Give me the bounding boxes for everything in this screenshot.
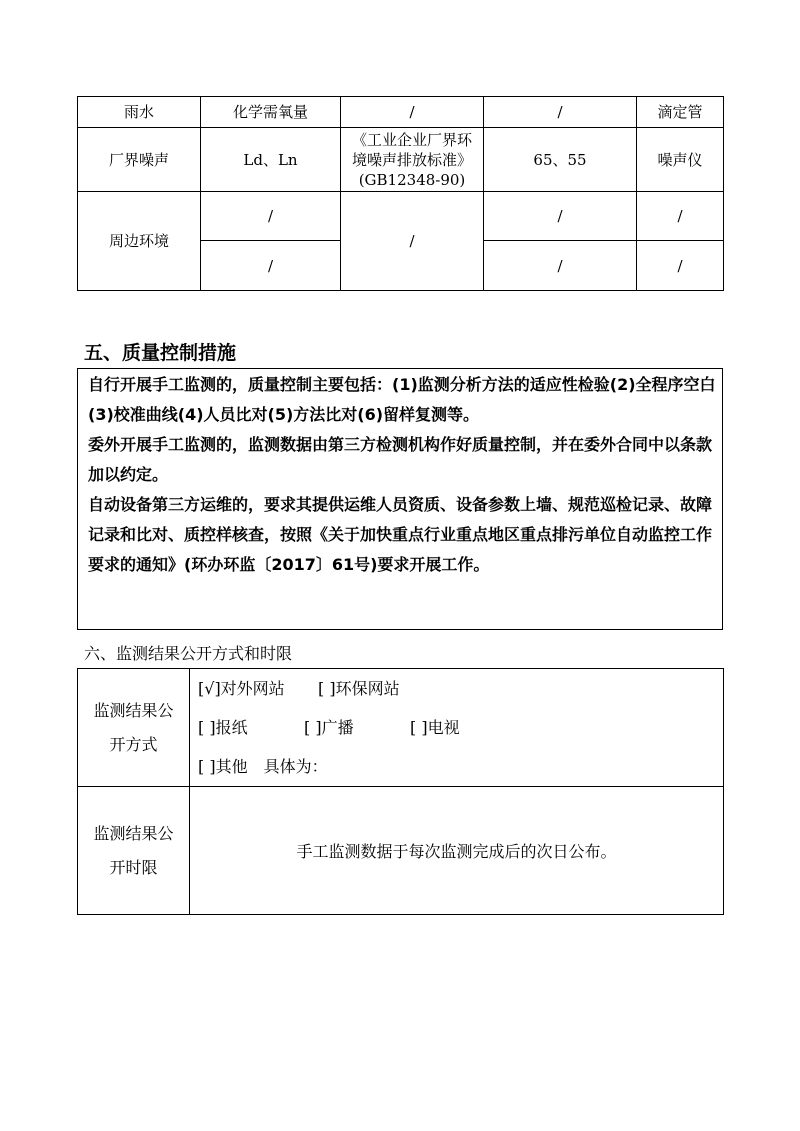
publication-method-label xyxy=(78,669,190,787)
publication-time-value: 手工监测数据于每次监测完成后的次日公布。 xyxy=(190,787,724,915)
table-cell: 厂界噪声 xyxy=(78,128,201,192)
option-broadcast: [ ]广播 xyxy=(304,718,354,737)
option-env-website: [ ]环保网站 xyxy=(318,679,400,698)
table-row xyxy=(78,787,724,915)
section-heading-quality-control: 五、质量控制措施 xyxy=(84,342,237,364)
options-line xyxy=(198,669,723,708)
option-other: [ ]其他 具体为： xyxy=(198,757,328,776)
table-row xyxy=(78,128,724,192)
publication-method-options xyxy=(190,669,724,787)
table-cell: / xyxy=(484,192,637,241)
label-line: 监测结果公 xyxy=(93,700,174,720)
table-cell: / xyxy=(341,192,484,291)
table-cell: 雨水 xyxy=(78,97,201,128)
option-external-website: [√]对外网站 xyxy=(198,679,285,698)
table-cell: 65、55 xyxy=(484,128,637,192)
paragraph: 自动设备第三方运维的，要求其提供运维人员资质、设备参数上墙、规范巡检记录、故障记录和比对、质控样核查，按照《关于加快重点行业重点地区重点排污单位自动监控工作要求的通知》(环办环监〔2017〕61号)要求开展工作。 xyxy=(88,495,713,574)
table-cell: / xyxy=(637,241,724,291)
table-cell: 化学需氧量 xyxy=(201,97,341,128)
table-cell: 《工业企业厂界环境噪声排放标准》(GB12348-90) xyxy=(341,128,484,192)
label-line: 监测结果公 xyxy=(93,823,174,843)
publication-table xyxy=(77,668,724,915)
label-line: 开方式 xyxy=(109,734,158,754)
section-heading-publication: 六、监测结果公开方式和时限 xyxy=(84,644,293,663)
table-cell: / xyxy=(637,192,724,241)
option-newspaper: [ ]报纸 xyxy=(198,718,248,737)
label-line: 开时限 xyxy=(109,857,158,877)
table-row xyxy=(78,669,724,787)
options-line xyxy=(198,747,723,786)
table-cell: / xyxy=(484,97,637,128)
options-line xyxy=(198,708,723,747)
table-cell: 噪声仪 xyxy=(637,128,724,192)
table-row xyxy=(78,192,724,241)
table-row xyxy=(78,97,724,128)
monitoring-table xyxy=(77,96,724,291)
table-cell: / xyxy=(201,192,341,241)
table-cell: / xyxy=(201,241,341,291)
publication-time-label xyxy=(78,787,190,915)
table-cell: Ld、Ln xyxy=(201,128,341,192)
quality-control-box xyxy=(77,368,723,630)
paragraph: 委外开展手工监测的，监测数据由第三方检测机构作好质量控制，并在委外合同中以条款加以约定。 xyxy=(88,435,713,484)
table-cell: / xyxy=(341,97,484,128)
table-cell: 滴定管 xyxy=(637,97,724,128)
paragraph: 自行开展手工监测的，质量控制主要包括：(1)监测分析方法的适应性检验(2)全程序空白(3)校准曲线(4)人员比对(5)方法比对(6)留样复测等。 xyxy=(88,375,716,424)
table-cell: 周边环境 xyxy=(78,192,201,291)
table-cell: / xyxy=(484,241,637,291)
option-tv: [ ]电视 xyxy=(410,718,460,737)
